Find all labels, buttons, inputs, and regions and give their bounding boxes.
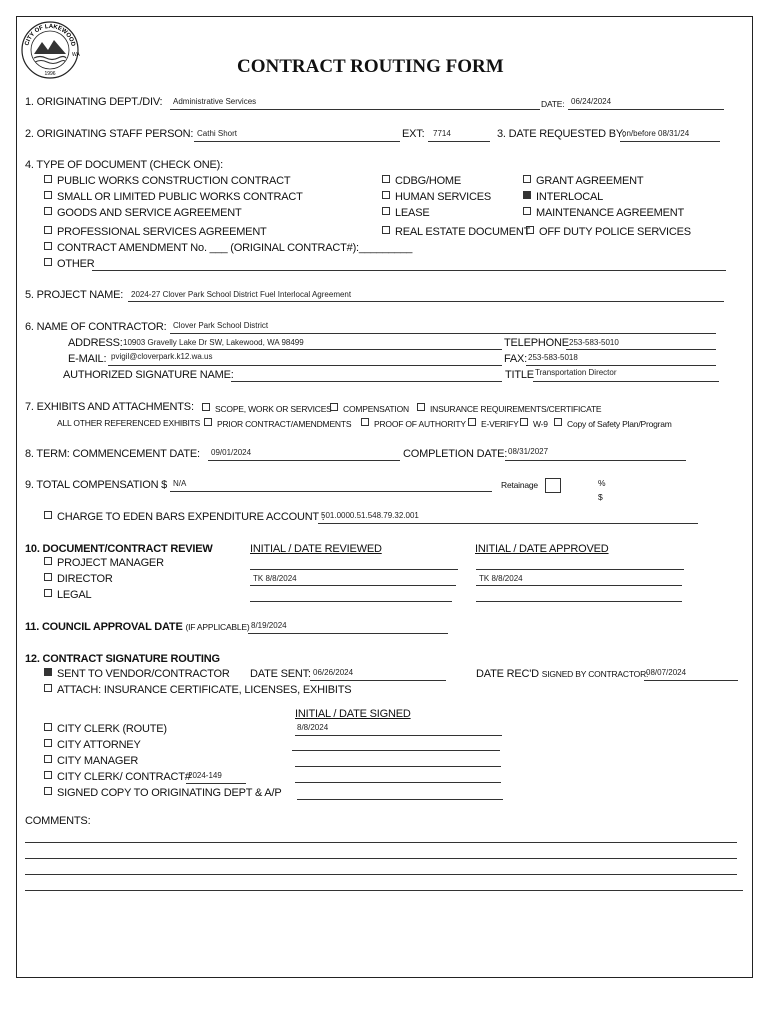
option-label: W-9 (533, 419, 548, 429)
compensation-line (170, 491, 492, 492)
option-label: GOODS AND SERVICE AGREEMENT (57, 207, 242, 219)
checkbox[interactable] (44, 258, 52, 266)
option-label: LEGAL (57, 589, 92, 601)
compensation-value[interactable]: N/A (173, 479, 187, 488)
attach-item[interactable] (44, 684, 351, 696)
option-label: GRANT AGREEMENT (536, 175, 644, 187)
project-name-value[interactable]: 2024-27 Clover Park School District Fuel Interlocal Agreement (131, 290, 352, 299)
email-line (108, 365, 502, 366)
other-line (92, 270, 726, 271)
form-title: CONTRACT ROUTING FORM (237, 56, 504, 77)
checkbox[interactable] (44, 226, 52, 234)
routing-signed-copy[interactable] (44, 787, 281, 799)
staff-person-value[interactable]: Cathi Short (197, 129, 238, 138)
checkbox[interactable] (44, 557, 52, 565)
pm-reviewed-line (250, 569, 458, 570)
date-requested-value[interactable]: on/before 08/31/24 (622, 129, 690, 138)
telephone-label: TELEPHONE (504, 337, 569, 349)
doc-type-grant[interactable] (523, 175, 643, 187)
checkbox[interactable] (382, 175, 390, 183)
initial-date-signed-header: INITIAL / DATE SIGNED (295, 708, 411, 720)
checkbox[interactable] (44, 739, 52, 747)
fax-value[interactable]: 253-583-5018 (528, 353, 578, 362)
charge-account-line (318, 523, 698, 524)
commencement-value[interactable]: 09/01/2024 (211, 448, 252, 457)
checkbox[interactable] (44, 771, 52, 779)
checkbox[interactable] (523, 175, 531, 183)
council-approval-line (248, 633, 448, 634)
completion-value[interactable]: 08/31/2027 (508, 447, 549, 456)
completion-label: COMPLETION DATE: (403, 448, 508, 460)
comments-line-1[interactable] (25, 842, 737, 843)
checkbox[interactable] (44, 723, 52, 731)
option-label: CITY CLERK/ CONTRACT# (57, 771, 191, 783)
checkbox[interactable] (361, 418, 369, 426)
address-label: ADDRESS: (68, 337, 123, 349)
approved-header: INITIAL / DATE APPROVED (475, 543, 609, 555)
seal-state: WA (72, 52, 80, 58)
auth-signature-label: AUTHORIZED SIGNATURE NAME: (63, 369, 234, 381)
option-label: SENT TO VENDOR/CONTRACTOR (57, 668, 230, 680)
option-label: E-VERIFY (481, 419, 519, 429)
option-label: PRIOR CONTRACT/AMENDMENTS (217, 419, 352, 429)
date-label: DATE: (541, 99, 565, 109)
term-label: 8. TERM: COMMENCEMENT DATE: (25, 448, 200, 460)
exhibit-safety-plan[interactable] (554, 418, 672, 429)
option-label: MAINTENANCE AGREEMENT (536, 207, 684, 219)
review-director[interactable] (44, 573, 113, 585)
date-sent-line (310, 680, 446, 681)
council-approval (25, 621, 250, 633)
exhibit-everify[interactable] (468, 418, 519, 429)
council-approval-note: (IF APPLICABLE) (185, 622, 250, 632)
exhibit-scope[interactable] (202, 403, 332, 414)
city-seal-logo (20, 20, 80, 80)
originating-dept-label: 1. ORIGINATING DEPT./DIV: (25, 96, 163, 108)
date-value[interactable]: 06/24/2024 (571, 97, 612, 106)
completion-line (505, 460, 686, 461)
doc-type-off-duty[interactable] (526, 226, 691, 238)
charge-account-label: CHARGE TO EDEN BARS EXPENDITURE ACCOUNT : (57, 511, 325, 523)
sent-to-vendor[interactable] (44, 668, 230, 680)
date-recd-note: SIGNED BY CONTRACTOR: (541, 669, 649, 679)
checkbox[interactable] (382, 191, 390, 199)
doc-type-maintenance[interactable] (523, 207, 684, 219)
doc-type-label: 4. TYPE OF DOCUMENT (CHECK ONE): (25, 159, 223, 171)
title-value[interactable]: Transportation Director (535, 368, 617, 377)
checkbox[interactable] (44, 511, 52, 519)
manager-line (295, 766, 501, 767)
contractor-value[interactable]: Clover Park School District (173, 321, 269, 330)
signature-routing-label: 12. CONTRACT SIGNATURE ROUTING (25, 653, 220, 665)
reviewed-header: INITIAL / DATE REVIEWED (250, 543, 382, 555)
option-label: PUBLIC WORKS CONSTRUCTION CONTRACT (57, 175, 291, 187)
checkbox[interactable] (520, 418, 528, 426)
staff-person-line (194, 141, 400, 142)
option-label: OFF DUTY POLICE SERVICES (539, 226, 691, 238)
legal-reviewed-line (250, 601, 452, 602)
option-label: REAL ESTATE DOCUMENT (395, 226, 531, 238)
checkbox-checked[interactable] (44, 668, 52, 676)
checkbox[interactable] (417, 403, 425, 411)
doc-type-lease[interactable] (382, 207, 429, 219)
review-label: 10. DOCUMENT/CONTRACT REVIEW (25, 543, 213, 555)
option-label: CITY MANAGER (57, 755, 139, 767)
contract-number-line (186, 783, 246, 784)
exhibit-w9[interactable] (520, 418, 548, 429)
address-line (120, 349, 502, 350)
option-label: SMALL OR LIMITED PUBLIC WORKS CONTRACT (57, 191, 303, 203)
retainage-label: Retainage (501, 480, 538, 490)
clerk-route-line (295, 735, 502, 736)
date-sent-label: DATE SENT: (250, 668, 311, 680)
option-label: DIRECTOR (57, 573, 113, 585)
pm-approved-line (476, 569, 684, 570)
routing-city-clerk[interactable] (44, 723, 167, 735)
exhibit-compensation[interactable] (330, 403, 409, 414)
date-recd-label: DATE REC'D (476, 668, 539, 680)
option-label: PROOF OF AUTHORITY (374, 419, 466, 429)
checkbox[interactable] (202, 403, 210, 411)
checkbox[interactable] (382, 207, 390, 215)
option-label: PROJECT MANAGER (57, 557, 164, 569)
routing-city-clerk-contract[interactable] (44, 771, 191, 783)
exhibit-prior-contract[interactable] (204, 418, 351, 429)
option-label: OTHER (57, 258, 95, 270)
address-value[interactable]: 10903 Gravelly Lake Dr SW, Lakewood, WA 98499 (123, 338, 304, 347)
option-label: HUMAN SERVICES (395, 191, 492, 203)
director-approved-value[interactable]: TK 8/8/2024 (479, 574, 523, 583)
doc-type-professional[interactable] (44, 226, 267, 238)
ext-line (428, 141, 490, 142)
option-label: PROFESSIONAL SERVICES AGREEMENT (57, 226, 267, 238)
signed-copy-line (297, 799, 503, 800)
comments-line-3[interactable] (25, 874, 737, 875)
checkbox[interactable] (44, 242, 52, 250)
option-label: SCOPE, WORK OR SERVICES (215, 404, 332, 414)
checkbox[interactable] (468, 418, 476, 426)
review-project-manager[interactable] (44, 557, 164, 569)
email-label: E-MAIL: (68, 353, 107, 365)
fax-label: FAX: (504, 353, 528, 365)
contractor-label: 6. NAME OF CONTRACTOR: (25, 321, 167, 333)
routing-city-attorney[interactable] (44, 739, 141, 751)
comments-line-2[interactable] (25, 858, 737, 859)
council-approval-value[interactable]: 8/19/2024 (251, 621, 287, 630)
retainage-percent: % (598, 478, 606, 488)
option-label: CDBG/HOME (395, 175, 462, 187)
title-line (533, 381, 719, 382)
option-label: INSURANCE REQUIREMENTS/CERTIFICATE (430, 404, 602, 414)
date-requested-line (620, 141, 720, 142)
doc-type-human-services[interactable] (382, 191, 491, 203)
checkbox[interactable] (330, 403, 338, 411)
originating-dept-line (170, 109, 540, 110)
date-recd-line (644, 680, 738, 681)
title-label: TITLE (505, 369, 534, 381)
checkbox[interactable] (44, 191, 52, 199)
legal-approved-line (476, 601, 682, 602)
exhibit-insurance[interactable] (417, 403, 601, 414)
retainage-box[interactable] (545, 478, 561, 493)
director-approved-line (476, 585, 682, 586)
seal-year: 1996 (44, 71, 56, 77)
comments-line-4[interactable] (25, 890, 743, 891)
contract-number-value[interactable]: 2024-149 (188, 771, 222, 780)
checkbox[interactable] (44, 684, 52, 692)
exhibit-proof-authority[interactable] (361, 418, 466, 429)
ext-label: EXT: (402, 128, 425, 140)
review-legal[interactable] (44, 589, 91, 601)
doc-type-small-public-works[interactable] (44, 191, 303, 203)
compensation-label: 9. TOTAL COMPENSATION $ (25, 479, 168, 491)
retainage-dollar: $ (598, 492, 603, 502)
charge-account-value[interactable]: 501.0000.51.548.79.32.001 (321, 511, 419, 520)
ext-value[interactable]: 7714 (433, 129, 451, 138)
contractor-line (170, 333, 716, 334)
date-recd (476, 668, 648, 680)
fax-line (526, 365, 716, 366)
option-label: COMPENSATION (343, 404, 409, 414)
checkbox[interactable] (526, 226, 534, 234)
project-name-label: 5. PROJECT NAME: (25, 289, 124, 301)
director-reviewed-value[interactable]: TK 8/8/2024 (253, 574, 297, 583)
telephone-value[interactable]: 253-583-5010 (569, 338, 619, 347)
doc-type-other[interactable] (44, 258, 95, 270)
attorney-line (292, 750, 500, 751)
exhibits-label: 7. EXHIBITS AND ATTACHMENTS: (25, 401, 194, 413)
doc-type-interlocal[interactable] (523, 191, 603, 203)
option-label: CONTRACT AMENDMENT No. ___ (ORIGINAL CONTRACT#):_________ (57, 242, 413, 254)
originating-dept-value[interactable]: Administrative Services (173, 97, 257, 106)
seal-top-text: CITY OF LAKEWOOD (24, 23, 76, 48)
checkbox[interactable] (44, 573, 52, 581)
checkbox[interactable] (523, 207, 531, 215)
checkbox-checked[interactable] (523, 191, 531, 199)
date-sent-value[interactable]: 06/26/2024 (313, 668, 354, 677)
checkbox[interactable] (204, 418, 212, 426)
date-recd-value[interactable]: 08/07/2024 (646, 668, 687, 677)
doc-type-amendment[interactable] (44, 242, 412, 254)
doc-type-goods-service[interactable] (44, 207, 242, 219)
council-approval-label: 11. COUNCIL APPROVAL DATE (25, 621, 183, 633)
doc-type-public-works[interactable] (44, 175, 290, 187)
exhibit-all-other: ALL OTHER REFERENCED EXHIBITS (57, 418, 201, 428)
option-label: INTERLOCAL (536, 191, 604, 203)
checkbox[interactable] (554, 418, 562, 426)
auth-signature-line (231, 381, 502, 382)
routing-city-manager[interactable] (44, 755, 138, 767)
comments-label: COMMENTS: (25, 815, 91, 827)
checkbox[interactable] (44, 175, 52, 183)
director-reviewed-line (250, 585, 456, 586)
option-label: SIGNED COPY TO ORIGINATING DEPT & A/P (57, 787, 282, 799)
telephone-line (566, 349, 716, 350)
option-label: LEASE (395, 207, 430, 219)
checkbox[interactable] (44, 755, 52, 763)
checkbox[interactable] (382, 226, 390, 234)
email-value[interactable]: pvigil@cloverpark.k12.wa.us (111, 352, 213, 361)
checkbox[interactable] (44, 589, 52, 597)
checkbox[interactable] (44, 787, 52, 795)
date-line (568, 109, 724, 110)
project-name-line (128, 301, 724, 302)
option-label: ATTACH: INSURANCE CERTIFICATE, LICENSES, EXHIBITS (57, 684, 352, 696)
clerk-contract-line (295, 782, 501, 783)
commencement-line (208, 460, 400, 461)
checkbox[interactable] (44, 207, 52, 215)
doc-type-real-estate[interactable] (382, 226, 530, 238)
doc-type-cdbg[interactable] (382, 175, 461, 187)
staff-person-label: 2. ORIGINATING STAFF PERSON: (25, 128, 194, 140)
charge-account[interactable] (44, 511, 324, 523)
option-label: CITY CLERK (ROUTE) (57, 723, 167, 735)
clerk-route-value[interactable]: 8/8/2024 (297, 723, 329, 732)
option-label: Copy of Safety Plan/Program (567, 419, 672, 429)
option-label: CITY ATTORNEY (57, 739, 141, 751)
date-requested-label: 3. DATE REQUESTED BY: (497, 128, 626, 140)
